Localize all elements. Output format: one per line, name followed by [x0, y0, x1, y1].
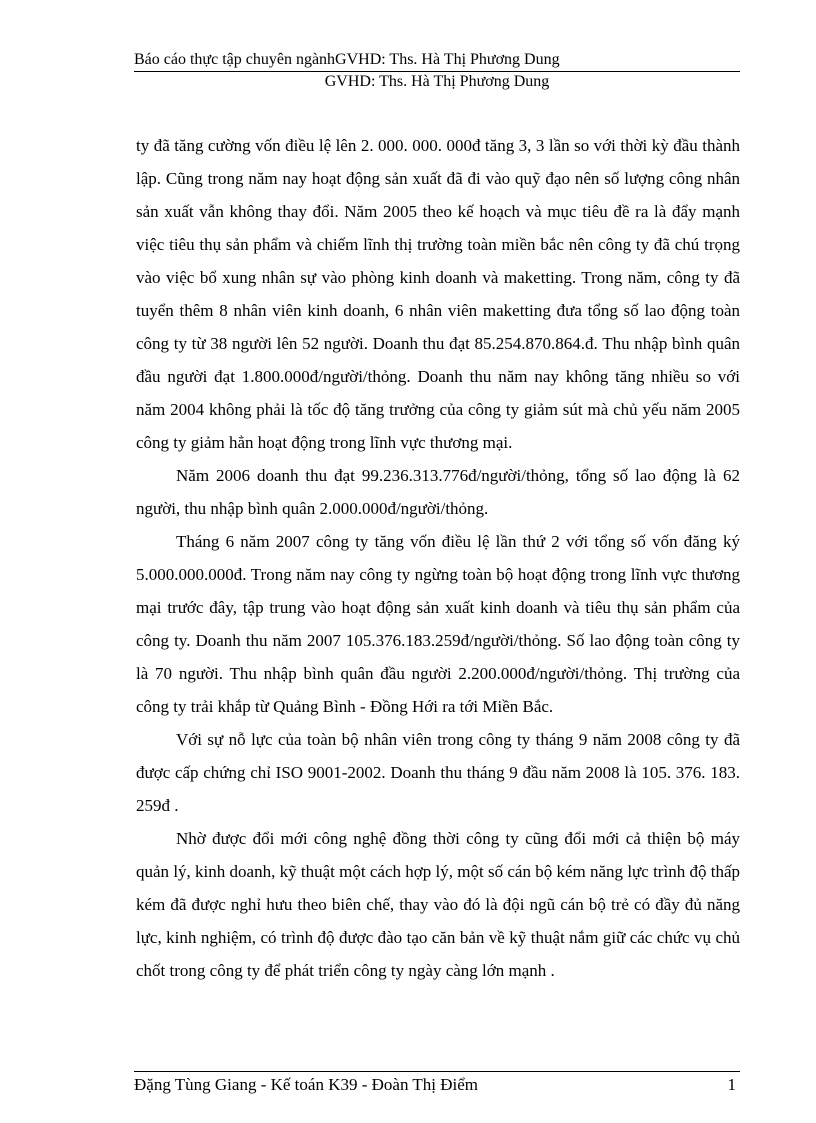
page-footer — [134, 1071, 740, 1096]
paragraph-2: Năm 2006 doanh thu đạt 99.236.313.776đ/người/thỏng, tổng số lao động là 62 người, thu nhập bình quân 2.000.000đ/người/thỏng. — [136, 466, 740, 518]
header-title: Báo cáo thực tập chuyên ngànhGVHD: Ths. Hà Thị Phương Dung — [134, 51, 560, 68]
paragraph-5: Nhờ được đổi mới công nghệ đồng thời công ty cũng đổi mới cả thiện bộ máy quản lý, kinh doanh, kỹ thuật một cách hợp lý, một số cán bộ kém năng lực trình độ thấp kém đã được nghỉ hưu theo biên chế, thay vào đó là đội ngũ cán bộ trẻ có đầy đủ năng lực, kinh nghiệm, có trình độ được đào tạo căn bản về kỹ thuật nắm giữ các chức vụ chủ chốt trong công ty để phát triển công ty ngày càng lớn mạnh . — [136, 829, 740, 980]
page-number: 1 — [727, 1075, 736, 1094]
footer-author: Đặng Tùng Giang - Kế toán K39 - Đoàn Thị Điểm — [134, 1075, 479, 1094]
document-body — [136, 129, 740, 987]
paragraph-3: Tháng 6 năm 2007 công ty tăng vốn điều lệ lần thứ 2 với tổng số vốn đăng ký 5.000.000.000đ. Trong năm nay công ty ngừng toàn bộ hoạt động trong lĩnh vực thương mại trước đây, tập trung vào hoạt động sản xuất kinh doanh và tiêu thụ sản phẩm của công ty. Doanh thu năm 2007 105.376.183.259đ/người/thỏng. Số lao động toàn công ty là 70 người. Thu nhập bình quân đầu người 2.200.000đ/người/thỏng. Thị trường của công ty trải khắp từ Quảng Bình - Đồng Hới ra tới Miền Bắc. — [136, 532, 740, 716]
paragraph-4: Với sự nỗ lực của toàn bộ nhân viên trong công ty tháng 9 năm 2008 công ty đã được cấp chứng chỉ ISO 9001-2002. Doanh thu tháng 9 đầu năm 2008 là 105. 376. 183. 259đ . — [136, 730, 740, 815]
header-supervisor: GVHD: Ths. Hà Thị Phương Dung — [324, 73, 550, 90]
paragraph-1: ty đã tăng cường vốn điều lệ lên 2. 000. 000. 000đ tăng 3, 3 lần so với thời kỳ đầu thành lập. Cũng trong năm nay hoạt động sản xuất đã đi vào quỹ đạo nên số lượng công nhân sản xuất vẫn không thay đổi. Năm 2005 theo kế hoạch và mục tiêu đề ra là đẩy mạnh việc tiêu thụ sản phẩm và chiếm lĩnh thị trường toàn miền bắc nên công ty đã chú trọng vào việc bổ xung nhân sự vào phòng kinh doanh và maketting. Trong năm, công ty đã tuyển thêm 8 nhân viên kinh doanh, 6 nhân viên maketting đưa tổng số lao động toàn công ty từ 38 người lên 52 người. Doanh thu đạt 85.254.870.864.đ. Thu nhập bình quân đầu người đạt 1.800.000đ/người/thỏng. Doanh thu năm nay không tăng nhiều so với năm 2004 không phải là tốc độ tăng trưởng của công ty giảm sút mà chủ yếu năm 2005 công ty giảm hẳn hoạt động trong lĩnh vực thương mại. — [136, 136, 740, 452]
page-header — [134, 50, 740, 72]
